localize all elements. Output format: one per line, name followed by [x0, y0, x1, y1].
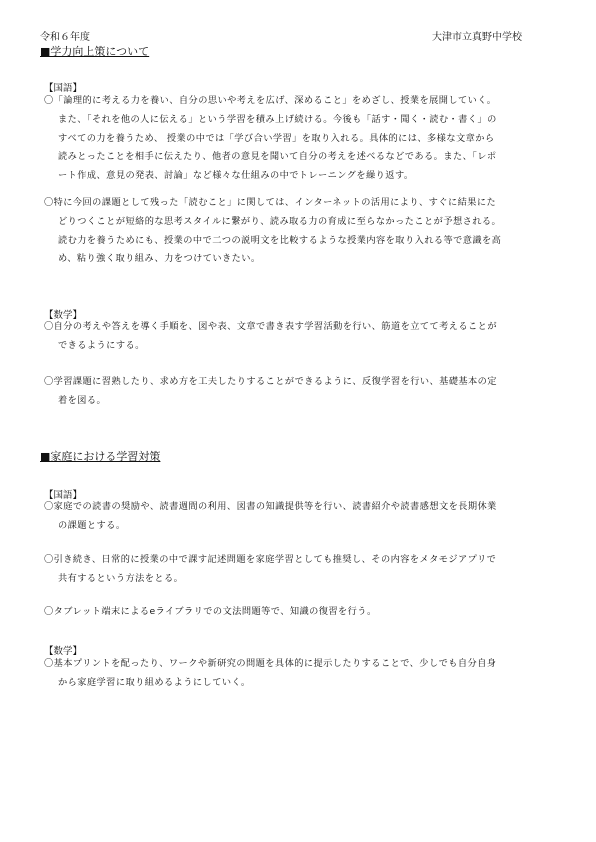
text-line: 〇引き続き、日常的に授業の中で課す記述問題を家庭学習としても推奨し、その内容をメタモジアプリで — [44, 554, 497, 565]
text-line: すべての力を養うため、 授業の中では「学び合い学習」を取り入れる。具体的には、多様な文章から — [58, 132, 495, 144]
paragraph-japanese-1 — [44, 92, 560, 186]
text-line: 読みとったことを相手に伝えたり、他者の意見を聞いて自分の考えを述べるなどである。また、「レポ — [58, 151, 497, 163]
text-line: ート作成、意見の発表、討論」など様々な仕組みの中でトレーニングを繰り返す。 — [58, 170, 414, 182]
text-line: 共有するという方法をとる。 — [58, 572, 184, 584]
text-line: 〇「論理的に考える力を養い、自分の思いや考えを広げ、深めること」をめざし、授業を展開していく。 — [44, 95, 497, 106]
paragraph-math-1 — [44, 318, 560, 356]
text-line: 〇タブレット端末によるeライブラリでの文法問題等で、知識の復習を行う。 — [44, 606, 377, 617]
paragraph-home-japanese-2 — [44, 551, 560, 589]
text-line: 〇学習課題に習熟したり、求め方を工夫したりすることができるように、反復学習を行い、基礎基本の定 — [44, 376, 497, 387]
text-line: 着を図る。 — [58, 394, 107, 406]
text-line: 〇特に今回の課題として残った「読むこと」に関しては、インターネットの活用により、すぐに結果にた — [44, 197, 497, 208]
paragraph-math-2 — [44, 373, 560, 411]
subheading-japanese: 【国語】 — [44, 83, 83, 94]
text-line: どりつくことが短絡的な思考スタイルに繋がり、読み取る力の育成に至らなかったことが予想される。 — [58, 215, 502, 227]
section-heading-home-study: ■家庭における学習対策 — [40, 450, 161, 463]
text-line: から家庭学習に取り組めるようにしていく。 — [58, 676, 251, 688]
paragraph-japanese-2 — [44, 194, 560, 269]
text-line: 〇自分の考えや答えを導く手順を、図や表、文章で書き表す学習活動を行い、筋道を立てて考えることが — [44, 321, 497, 332]
subheading-japanese-home: 【国語】 — [44, 490, 83, 501]
subheading-math: 【数学】 — [44, 310, 83, 321]
subheading-math-home: 【数学】 — [44, 646, 83, 657]
paragraph-home-japanese-3 — [44, 603, 560, 622]
paragraph-home-japanese-1 — [44, 498, 560, 536]
text-line: 読む力を養うためにも、授業の中で二つの説明文を比較するような授業内容を取り入れる等で意識を高 — [58, 234, 502, 246]
section-heading-academic-improvement: ■学力向上策について — [40, 45, 150, 58]
text-line: 〇家庭での読書の奨励や、読書週間の利用、図書の知識提供等を行い、読書紹介や読書感想文を長期休業 — [44, 501, 497, 512]
text-line: できるようにする。 — [58, 339, 145, 351]
text-line: め、粘り強く取り組み、力をつけていきたい。 — [58, 253, 261, 265]
fiscal-year-label: 令和６年度 — [40, 32, 90, 43]
paragraph-home-math-1 — [44, 655, 560, 693]
school-name: 大津市立真野中学校 — [432, 32, 522, 43]
text-line: 〇基本プリントを配ったり、ワークや新研究の問題を具体的に提示したりすることで、少しでも自分自身 — [44, 658, 497, 669]
text-line: また、「それを他の人に伝える」という学習を積み上げ続ける。今後も「話す・聞く・読む・書く」の — [58, 113, 497, 125]
text-line: の課題とする。 — [58, 519, 126, 531]
